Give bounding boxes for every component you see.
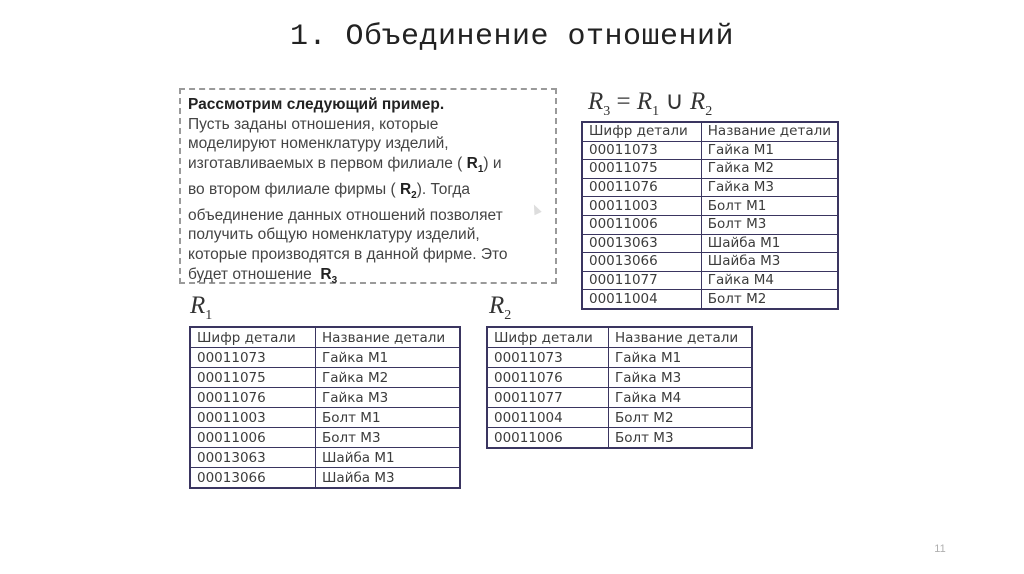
part-code: 00011076 bbox=[190, 388, 316, 408]
table-row bbox=[582, 197, 838, 216]
part-name: Болт М3 bbox=[701, 215, 838, 234]
table-row bbox=[582, 178, 838, 197]
union-symbol-icon: ∪ bbox=[665, 88, 684, 115]
table-row bbox=[190, 448, 460, 468]
part-name: Гайка М2 bbox=[316, 368, 461, 388]
table-row bbox=[582, 271, 838, 290]
desc-line: получить общую номенклатуру изделий, bbox=[188, 226, 480, 244]
page-number: 11 bbox=[934, 543, 946, 555]
r1-ref: $R_1$ bbox=[466, 155, 484, 176]
column-header: Название детали bbox=[316, 327, 461, 348]
table-header-row bbox=[582, 122, 838, 141]
part-name: Болт М3 bbox=[609, 428, 753, 449]
table-row bbox=[582, 160, 838, 179]
part-name: Шайба М1 bbox=[701, 234, 838, 253]
part-code: 00011076 bbox=[487, 368, 609, 388]
table-row bbox=[487, 388, 752, 408]
part-code: 00011075 bbox=[190, 368, 316, 388]
table-row bbox=[582, 234, 838, 253]
desc-line: будет отношение $R_3$ bbox=[188, 265, 338, 286]
desc-line: объединение данных отношений позволяет bbox=[188, 206, 503, 224]
table-row bbox=[582, 141, 838, 160]
part-code: 00011003 bbox=[190, 408, 316, 428]
part-name: Гайка М3 bbox=[701, 178, 838, 197]
relation-r1-label: $R_1$ bbox=[190, 292, 213, 323]
part-name: Болт М2 bbox=[701, 290, 838, 309]
part-code: 00011073 bbox=[582, 141, 701, 160]
part-code: 00013063 bbox=[190, 448, 316, 468]
column-header: Шифр детали bbox=[190, 327, 316, 348]
table-header-row bbox=[487, 327, 752, 348]
part-code: 00011077 bbox=[582, 271, 701, 290]
part-name: Гайка М3 bbox=[316, 388, 461, 408]
desc-line: во втором филиале фирмы ( $R_2$). Тогда bbox=[188, 180, 470, 201]
table-row bbox=[582, 253, 838, 272]
part-name: Болт М2 bbox=[609, 408, 753, 428]
desc-line: которые производятся в данной фирме. Это bbox=[188, 246, 508, 264]
part-name: Гайка М3 bbox=[609, 368, 753, 388]
part-name: Шайба М1 bbox=[316, 448, 461, 468]
part-code: 00011076 bbox=[582, 178, 701, 197]
desc-line: моделируют номенклатуру изделий, bbox=[188, 135, 449, 153]
table-row bbox=[190, 368, 460, 388]
relation-r2-table bbox=[486, 326, 753, 449]
table-row bbox=[190, 468, 460, 489]
part-name: Гайка М1 bbox=[609, 348, 753, 368]
table-row bbox=[487, 368, 752, 388]
part-code: 00013066 bbox=[190, 468, 316, 489]
part-code: 00011004 bbox=[487, 408, 609, 428]
table-row bbox=[487, 408, 752, 428]
union-formula: $R_3 = R_1$ ∪ $R_2$ bbox=[588, 88, 713, 119]
column-header: Название детали bbox=[609, 327, 753, 348]
part-name: Гайка М1 bbox=[316, 348, 461, 368]
column-header: Шифр детали bbox=[487, 327, 609, 348]
part-name: Шайба М3 bbox=[701, 253, 838, 272]
part-name: Гайка М4 bbox=[701, 271, 838, 290]
column-header: Шифр детали bbox=[582, 122, 701, 141]
part-name: Гайка М4 bbox=[609, 388, 753, 408]
r3-ref: $R_3$ bbox=[320, 265, 338, 286]
table-row bbox=[487, 348, 752, 368]
part-code: 00011073 bbox=[487, 348, 609, 368]
table-row bbox=[190, 408, 460, 428]
table-header-row bbox=[190, 327, 460, 348]
relation-r3-table bbox=[581, 121, 839, 310]
part-name: Болт М1 bbox=[316, 408, 461, 428]
part-name: Гайка М1 bbox=[701, 141, 838, 160]
table-row bbox=[582, 215, 838, 234]
table-row bbox=[487, 428, 752, 449]
part-code: 00011003 bbox=[582, 197, 701, 216]
part-name: Гайка М2 bbox=[701, 160, 838, 179]
part-name: Болт М1 bbox=[701, 197, 838, 216]
part-code: 00011077 bbox=[487, 388, 609, 408]
r2-ref: $R_2$ bbox=[399, 180, 417, 201]
table-row bbox=[190, 348, 460, 368]
part-name: Шайба М3 bbox=[316, 468, 461, 489]
part-code: 00011004 bbox=[582, 290, 701, 309]
part-code: 00013063 bbox=[582, 234, 701, 253]
example-description-box bbox=[179, 88, 557, 284]
part-code: 00011006 bbox=[190, 428, 316, 448]
slide-title: 1. Объединение отношений bbox=[289, 20, 735, 54]
part-code: 00011073 bbox=[190, 348, 316, 368]
part-code: 00013066 bbox=[582, 253, 701, 272]
desc-line: изготавливаемых в первом филиале ( $R_1$) и bbox=[188, 155, 502, 176]
column-header: Название детали bbox=[701, 122, 838, 141]
relation-r1-table bbox=[189, 326, 461, 489]
part-code: 00011075 bbox=[582, 160, 701, 179]
part-name: Болт М3 bbox=[316, 428, 461, 448]
table-row bbox=[582, 290, 838, 309]
relation-r2-label: $R_2$ bbox=[489, 292, 512, 323]
table-row bbox=[190, 428, 460, 448]
desc-line: Пусть заданы отношения, которые bbox=[188, 115, 439, 133]
table-row bbox=[190, 388, 460, 408]
part-code: 00011006 bbox=[487, 428, 609, 449]
example-lead: Рассмотрим следующий пример. bbox=[188, 96, 445, 113]
part-code: 00011006 bbox=[582, 215, 701, 234]
